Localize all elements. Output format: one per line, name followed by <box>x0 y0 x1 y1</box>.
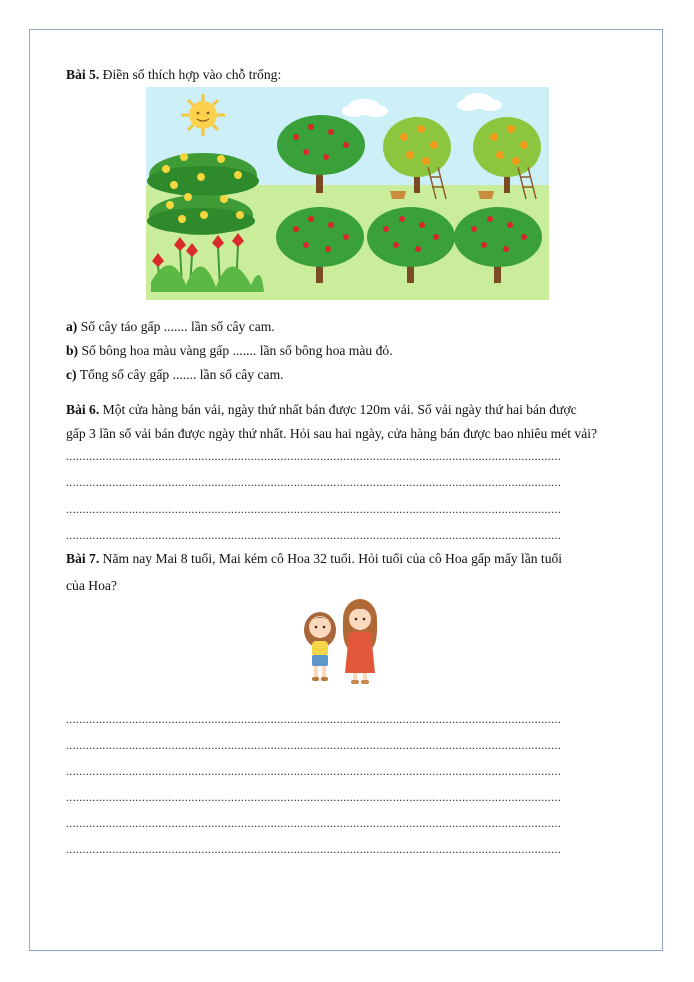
bai6-line1 <box>66 401 577 419</box>
answer-line: ...................................................................................................................................................... <box>66 842 561 856</box>
bai5-question-b <box>66 342 393 360</box>
bai6-text-1: Một cửa hàng bán vải, ngày thứ nhất bán được 120m vải. Số vải ngày thứ hai bán được <box>99 402 577 417</box>
girl-and-woman-illustration <box>300 597 386 689</box>
bai6-line2: gấp 3 lần số vải bán được ngày thứ nhất. Hỏi sau hai ngày, cửa hàng bán được bao nhiêu mét vải? <box>66 426 598 441</box>
answer-line: ...................................................................................................................................................... <box>66 502 561 516</box>
answer-line: ...................................................................................................................................................... <box>66 712 561 726</box>
bai6-label: Bài 6. <box>66 402 100 417</box>
girl-icon <box>304 612 336 681</box>
answer-line: ...................................................................................................................................................... <box>66 764 561 778</box>
bai5-b-label: b) <box>66 343 79 358</box>
bai5-heading <box>66 66 281 84</box>
bai7-line1 <box>66 550 562 568</box>
bai7-label: Bài 7. <box>66 551 100 566</box>
bai7-line2: của Hoa? <box>66 578 117 593</box>
answer-line: ...................................................................................................................................................... <box>66 790 561 804</box>
answer-line: ...................................................................................................................................................... <box>66 816 561 830</box>
bai5-c-text: Tổng số cây gấp ....... lần số cây cam. <box>76 367 284 382</box>
bai5-question-a <box>66 318 275 336</box>
trees-flowers-illustration <box>146 87 549 300</box>
bai5-a-label: a) <box>66 319 78 334</box>
bai5-question-c <box>66 366 284 384</box>
answer-line: ...................................................................................................................................................... <box>66 528 561 542</box>
bai5-text: Điền số thích hợp vào chỗ trống: <box>99 67 282 82</box>
answer-line: ...................................................................................................................................................... <box>66 475 561 489</box>
bai7-text-1: Năm nay Mai 8 tuổi, Mai kém cô Hoa 32 tuổi. Hỏi tuổi của cô Hoa gấp mấy lần tuổi <box>99 551 563 566</box>
bai5-a-text: Số cây táo gấp ....... lần số cây cam. <box>77 319 275 334</box>
bai5-c-label: c) <box>66 367 77 382</box>
woman-icon <box>343 599 377 684</box>
answer-line: ...................................................................................................................................................... <box>66 738 561 752</box>
answer-line: ...................................................................................................................................................... <box>66 449 561 463</box>
bai5-label: Bài 5. <box>66 67 100 82</box>
bai5-b-text: Số bông hoa màu vàng gấp ....... lần số bông hoa màu đỏ. <box>78 343 393 358</box>
